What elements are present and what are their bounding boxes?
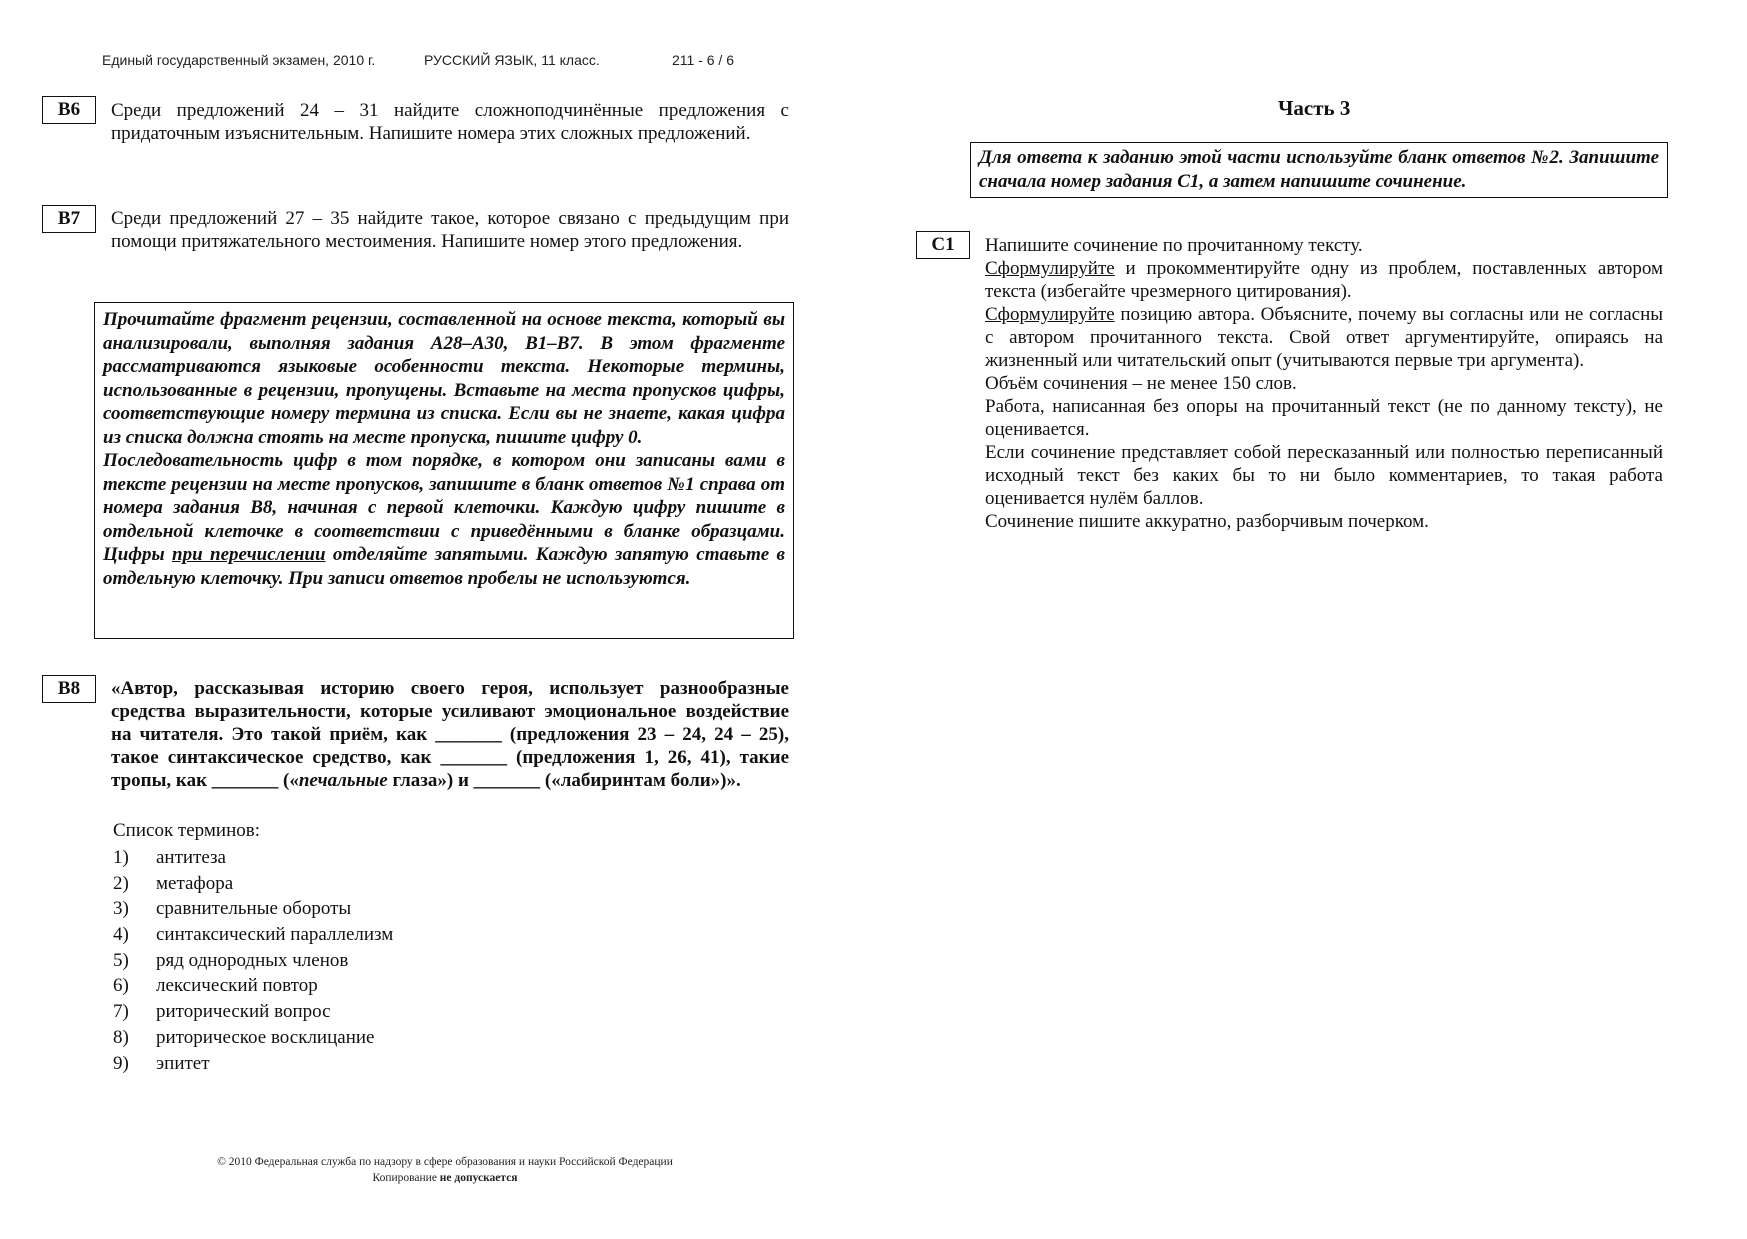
part-3-note-box: Для ответа к заданию этой части используйте бланк ответов №2. Запишите сначала номер задания С1, а затем напишите сочинение. xyxy=(970,142,1668,198)
b8-text-italic: печальные xyxy=(298,770,388,791)
list-item xyxy=(113,973,393,999)
term-number: 1) xyxy=(113,847,129,868)
list-item xyxy=(113,1051,393,1077)
page-number: 211 - 6 / 6 xyxy=(672,52,735,68)
term-text: риторическое восклицание xyxy=(156,1026,375,1048)
instruction-paragraph-2a: Последовательность цифр в том порядке, в котором они записаны вами в тексте рецензии на месте пропусков, запишите в бланк ответов №1 справа от номера задания В8, начиная с первой клеточки. Каждую цифру пишите в отдельной клеточке в соответствии с приведёнными в бланке образцами. Цифры xyxy=(103,450,785,565)
terms-list xyxy=(113,820,393,1076)
term-number: 8) xyxy=(113,1026,129,1048)
b8-text-part-a: «Автор, рассказывая историю своего героя, использует разнообразные средства выразительности, которые усиливают эмоциональное воздействие на читателя. Это такой приём, как _______ (предложения 23 – 24, 24 – 25), такое синтаксическое средство, как _______ (предложения 1, 26, 41), такие тропы, как _______ (« xyxy=(111,678,789,791)
footer-copy-bold: не допускается xyxy=(439,1172,518,1184)
term-text: сравнительные обороты xyxy=(156,898,352,920)
footer-copy-notice xyxy=(0,1170,890,1186)
term-number: 3) xyxy=(113,898,129,920)
c1-paragraph-4: Объём сочинения – не менее 150 слов. xyxy=(985,373,1297,394)
c1-paragraph-2: и прокомментируйте одну из проблем, поставленных автором текста (избегайте чрезмерного цитирования). xyxy=(985,258,1663,302)
task-b7-text: Среди предложений 27 – 35 найдите такое, которое связано с предыдущим при помощи притяжательного местоимения. Напишите номер этого предложения. xyxy=(111,208,789,252)
part-3-title: Часть 3 xyxy=(1278,96,1351,120)
term-number: 9) xyxy=(113,1052,129,1074)
term-text: синтаксический параллелизм xyxy=(156,924,394,946)
footer-copy-text: Копирование xyxy=(372,1172,440,1184)
list-item xyxy=(113,845,393,871)
term-text: антитеза xyxy=(156,847,226,868)
exam-title: Единый государственный экзамен, 2010 г. xyxy=(102,52,376,68)
c1-paragraph-6: Если сочинение представляет собой пересказанный или полностью переписанный исходный текст без каких бы то ни было комментариев, то такая работа оценивается нулём баллов. xyxy=(985,442,1663,509)
task-label-b6: В6 xyxy=(42,96,96,124)
c1-underlined-2: Сформулируйте xyxy=(985,304,1115,325)
task-label-b8: В8 xyxy=(42,675,96,703)
page-footer xyxy=(0,1154,890,1186)
term-number: 2) xyxy=(113,872,129,894)
terms-title: Список терминов: xyxy=(113,820,260,841)
c1-paragraph-3: позицию автора. Объясните, почему вы согласны или не согласны с автором прочитанного текста. Свой ответ аргументируйте, опираясь на жизненный или читательский опыт (учитываются первые три аргумента). xyxy=(985,304,1663,371)
term-text: метафора xyxy=(156,872,234,894)
list-item xyxy=(113,948,393,974)
c1-underlined-1: Сформулируйте xyxy=(985,258,1115,279)
b8-text-part-b: глаза») и _______ («лабиринтам боли»)». xyxy=(387,770,741,791)
term-text: ряд однородных членов xyxy=(156,949,349,971)
c1-line-1: Напишите сочинение по прочитанному тексту. xyxy=(985,235,1363,256)
instruction-underlined: при перечислении xyxy=(172,544,326,565)
term-number: 4) xyxy=(113,924,129,946)
page-header xyxy=(102,52,734,68)
term-number: 6) xyxy=(113,975,129,997)
instruction-paragraph-1: Прочитайте фрагмент рецензии, составленной на основе текста, который вы анализировали, выполняя задания А28–А30, В1–В7. В этом фрагменте рассматриваются языковые особенности текста. Некоторые термины, использованные в рецензии, пропущены. Вставьте на места пропусков цифры, соответствующие номеру термина из списка. Если вы не знаете, какая цифра из списка должна стоять на месте пропуска, пишите цифру 0. xyxy=(103,309,785,448)
c1-paragraph-5: Работа, написанная без опоры на прочитанный текст (не по данному тексту), не оценивается. xyxy=(985,396,1663,440)
subject-title: РУССКИЙ ЯЗЫК, 11 класс. xyxy=(424,52,600,68)
term-text: лексический повтор xyxy=(156,975,318,997)
term-number: 7) xyxy=(113,1001,129,1023)
list-item xyxy=(113,922,393,948)
list-item xyxy=(113,999,393,1025)
term-text: риторический вопрос xyxy=(156,1001,331,1023)
task-label-c1: С1 xyxy=(916,231,970,259)
task-label-b7: В7 xyxy=(42,205,96,233)
instruction-box xyxy=(94,302,794,639)
task-b6-text: Среди предложений 24 – 31 найдите сложноподчинённые предложения с придаточным изъяснительным. Напишите номера этих сложных предложений. xyxy=(111,100,789,144)
term-text: эпитет xyxy=(156,1052,210,1074)
task-c1-text xyxy=(985,234,1663,533)
list-item xyxy=(113,871,393,897)
footer-copyright: © 2010 Федеральная служба по надзору в сфере образования и науки Российской Федерации xyxy=(217,1156,673,1168)
list-item xyxy=(113,896,393,922)
instruction-paragraph-2b: отделяйте запятыми. Каждую запятую ставьте в отдельную клеточку. При записи ответов пробелы не используются. xyxy=(103,544,785,589)
term-number: 5) xyxy=(113,949,129,971)
task-b8-text xyxy=(111,677,789,792)
c1-paragraph-7: Сочинение пишите аккуратно, разборчивым почерком. xyxy=(985,511,1429,532)
list-item xyxy=(113,1025,393,1051)
